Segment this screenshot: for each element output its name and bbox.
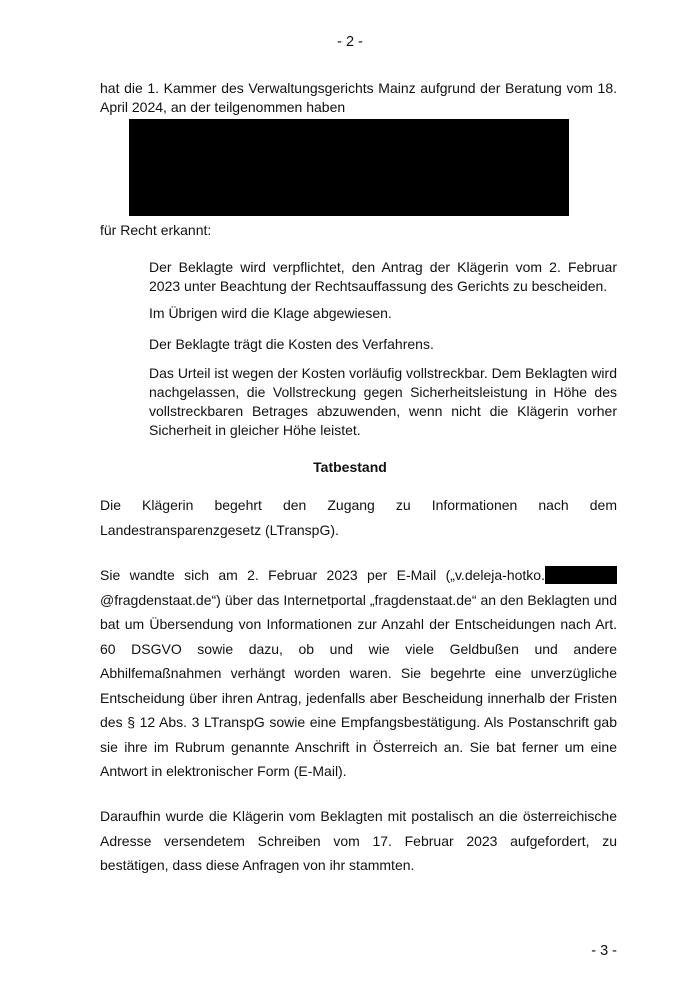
paragraph-2-rest: @fragdenstaat.de“) über das Internetportal „fragdenstaat.de“ an den Beklagten und bat um Übersendung von Informationen zur Anzahl der Entscheidungen nach Art. 60 DSGVO sowie dazu, ob und wie viele Geldbußen und andere Abhilfemaßnahmen verhängt worden waren. Sie begehrte eine unverzügliche Entscheidung über ihren Antrag, jedenfalls aber Bescheidung innerhalb der Fristen des § 12 Abs. 3 LTranspG sowie eine Empfangsbestätigung. Als Postanschrift gab sie ihre im Rubrum genannte Anschrift in Österreich an. Sie bat ferner um eine Antwort in elektronischer Form (E-Mail). <box>100 591 617 779</box>
paragraph-2 <box>100 563 617 784</box>
section-heading: Tatbestand <box>313 459 387 475</box>
redacted-judges-block <box>129 119 569 216</box>
paragraph-1: Die Klägerin begehrt den Zugang zu Informationen nach dem Landestransparenzgesetz (LTranspG). <box>100 497 617 538</box>
tenor-item-3: Der Beklagte trägt die Kosten des Verfahrens. <box>149 336 434 352</box>
page-number-top: - 2 - <box>337 34 363 50</box>
intro-text: hat die 1. Kammer des Verwaltungsgerichts Mainz aufgrund der Beratung vom 18. April 2024, an der teilgenommen haben <box>100 80 617 115</box>
paragraph-2-start: Sie wandte sich am 2. Februar 2023 per E-Mail („v.deleja-hotko. <box>100 567 545 583</box>
paragraph-3: Daraufhin wurde die Klägerin vom Beklagten mit postalisch an die österreichische Adresse versendetem Schreiben vom 17. Februar 2023 aufgefordert, zu bestätigen, dass diese Anfragen von ihr stammten. <box>100 808 617 873</box>
redacted-email-part <box>545 566 617 584</box>
tenor-item-2: Im Übrigen wird die Klage abgewiesen. <box>149 305 392 321</box>
tenor-item-1: Der Beklagte wird verpflichtet, den Antrag der Klägerin vom 2. Februar 2023 unter Beachtung der Rechtsauffassung des Gerichts zu bescheiden. <box>149 259 617 294</box>
judgment-phrase: für Recht erkannt: <box>100 222 212 238</box>
page-number-bottom: - 3 - <box>591 943 617 959</box>
tenor-item-4: Das Urteil ist wegen der Kosten vorläufig vollstreckbar. Dem Beklagten wird nachgelassen, die Vollstreckung gegen Sicherheitsleistung in Höhe des vollstreckbaren Betrages abzuwenden, wenn nicht die Klägerin vorher Sicherheit in gleicher Höhe leistet. <box>149 365 617 438</box>
